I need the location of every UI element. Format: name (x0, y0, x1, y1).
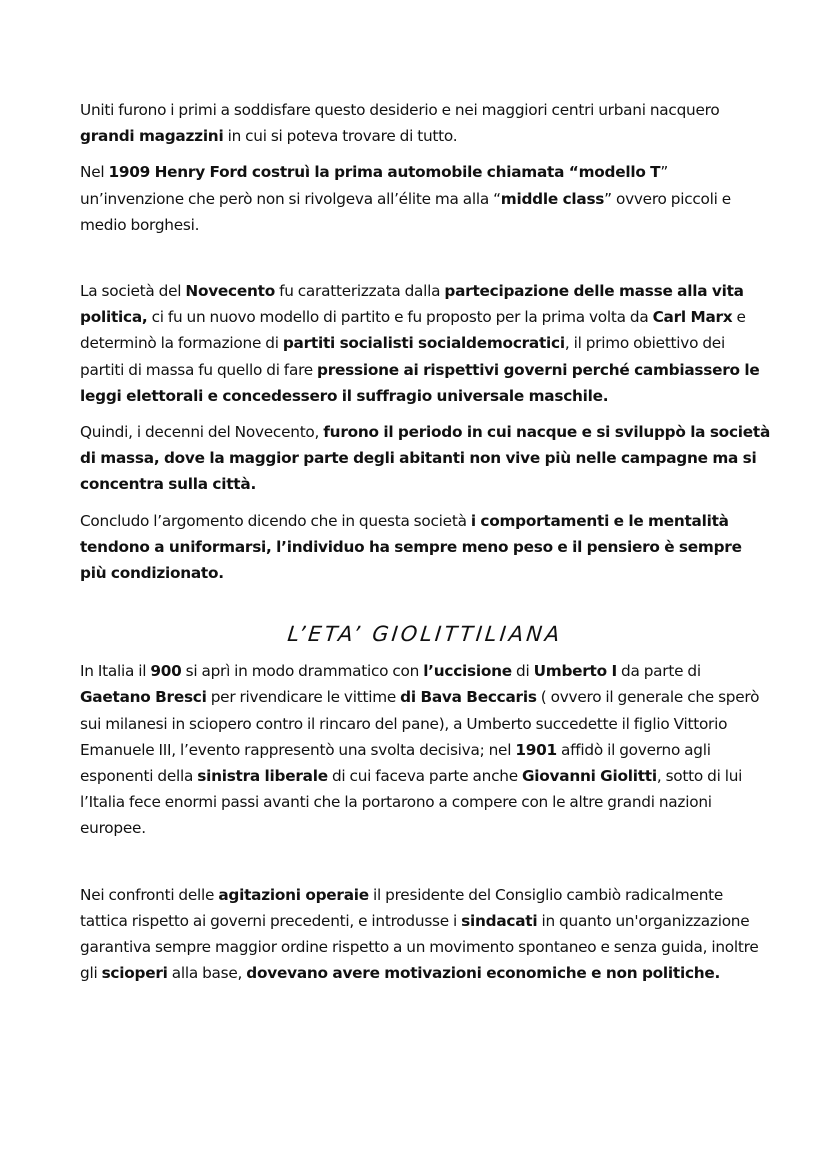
bold-text: pressione ai rispettivi governi perché cambiassero le leggi elettorali e concedessero il suffragio universale maschile. (80, 360, 760, 405)
bold-text: agitazioni operaie (218, 885, 369, 904)
text-run: affidò il governo agli esponenti della (80, 740, 711, 786)
text-run: si aprì in modo drammatico con (181, 662, 424, 681)
bold-text: Gaetano Bresci (80, 688, 207, 707)
bold-text: Carl Marx (652, 308, 733, 327)
paragraph-eta-giolittiana (80, 658, 770, 841)
bold-text: sindacati (461, 911, 538, 930)
text-run: di cui faceva parte anche (327, 767, 522, 786)
text-run: e determinò la formazione di (80, 308, 746, 353)
text-run: Nei confronti delle (80, 885, 219, 904)
text-run: ” un’invenzione che però non si rivolgeva all’élite ma alla “ (80, 163, 669, 208)
bold-text: 1901 (515, 740, 557, 759)
paragraph-henry-ford (80, 159, 770, 238)
text-run: ( ovvero il generale che sperò sui milanesi in sciopero contro il rincaro del pane), a Umberto succedette il figlio Vittorio Emanuele III, l’evento rappresentò una svolta decisiva; nel (80, 688, 760, 759)
text-run: Quindi, i decenni del Novecento, (80, 423, 324, 442)
text-run: , il primo obiettivo dei partiti di massa fu quello di fare (80, 334, 725, 379)
bold-text: 1909 Henry Ford costruì la prima automobile chiamata “modello T (108, 163, 661, 182)
bold-text: di Bava Beccaris (400, 688, 537, 707)
text-run: in cui si poteva trovare di tutto. (223, 127, 458, 146)
paragraph-societa-novecento (80, 278, 770, 409)
bold-text: partiti socialisti socialdemocratici (282, 334, 565, 353)
bold-text: 900 (150, 662, 182, 681)
text-run: in quanto un'organizzazione garantiva sempre maggior ordine rispetto a un movimento spontaneo e senza guida, inoltre gli (80, 911, 759, 983)
text-run: Uniti furono i primi a soddisfare questo desiderio e nei maggiori centri urbani nacquero (80, 101, 720, 119)
section-title: L’ETA’ GIOLITTILIANA (286, 622, 564, 647)
text-run: da parte di (616, 662, 701, 681)
bold-text: furono il periodo in cui nacque e si sviluppò la società di massa, dove la maggior parte degli abitanti non vive più nelle campagne ma si concentra sulla città. (80, 423, 771, 494)
bold-text: dovevano avere motivazioni economiche e non politiche. (246, 964, 721, 983)
bold-text: partecipazione delle masse alla vita politica, (80, 282, 744, 327)
text-run: Concludo l’argomento dicendo che in questa società (80, 511, 471, 530)
bold-text: sinistra liberale (197, 767, 328, 786)
bold-text: l’uccisione (423, 662, 512, 681)
text-run: La società del (80, 282, 186, 301)
text-run: di (511, 662, 534, 681)
text-run: , sotto di lui l’Italia fece enormi passi avanti che la portarono a compere con le altre grandi nazioni europee. (80, 767, 743, 838)
bold-text: Giovanni Giolitti (521, 767, 657, 786)
bold-text: Umberto I (533, 662, 617, 681)
bold-text: Novecento (185, 282, 275, 301)
paragraph-agitazioni-operaie (80, 882, 770, 987)
text-run: fu caratterizzata dalla (274, 282, 445, 301)
paragraph-societa-di-massa (80, 419, 770, 498)
bold-text: middle class (500, 189, 605, 208)
text-run: Nel (80, 163, 109, 182)
paragraph-grandi-magazzini (80, 97, 770, 149)
bold-text: grandi magazzini (80, 127, 224, 146)
bold-text: scioperi (101, 964, 168, 983)
text-run: alla base, (167, 964, 247, 983)
text-run: In Italia il (80, 662, 151, 681)
document-page (80, 97, 770, 986)
text-run: il presidente del Consiglio cambiò radicalmente tattica rispetto ai governi precedenti, e introdusse i (80, 885, 724, 930)
text-run: ci fu un nuovo modello di partito e fu proposto per la prima volta da (147, 308, 653, 327)
text-run: ” ovvero piccoli e medio borghesi. (80, 189, 731, 234)
bold-text: i comportamenti e le mentalità tendono a uniformarsi, l’individuo ha sempre meno peso e il pensiero è sempre più condizionato. (80, 511, 742, 583)
text-run: per rivendicare le vittime (206, 688, 401, 707)
paragraph-conclusione (80, 508, 770, 587)
